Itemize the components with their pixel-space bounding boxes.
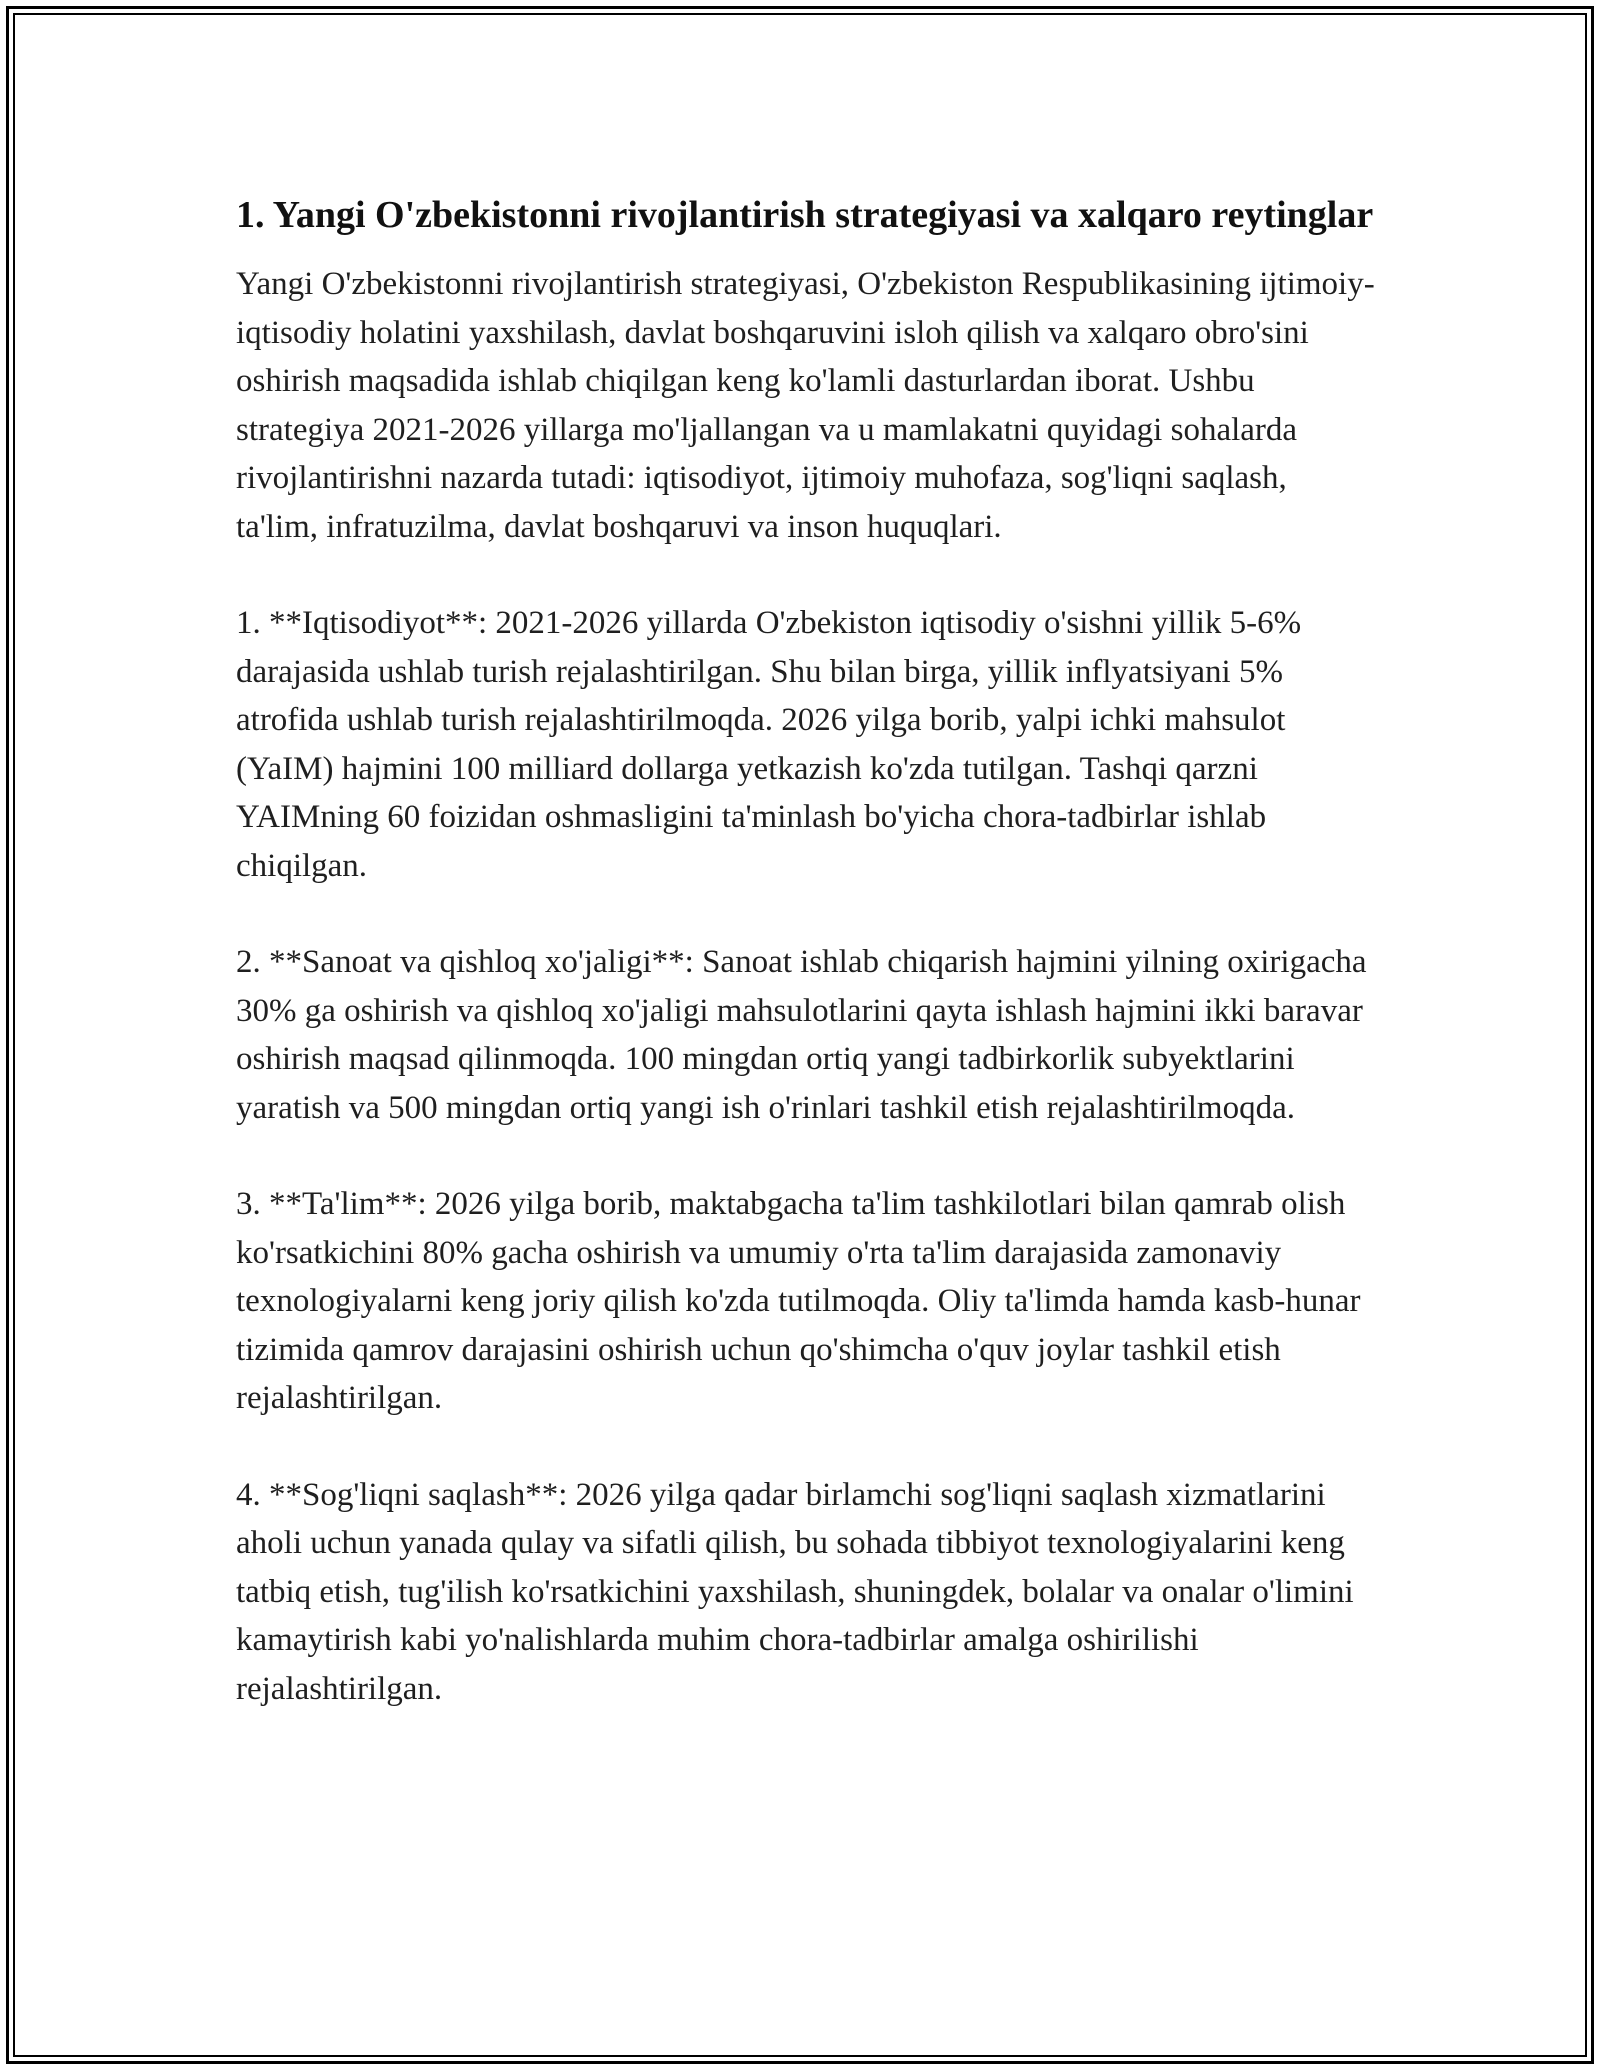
intro-paragraph: Yangi O'zbekistonni rivojlantirish strategiyasi, O'zbekiston Respublikasining ijtimoiy-iqtisodiy holatini yaxshilash, davlat boshqaruvini isloh qilish va xalqaro obro'sini oshirish maqsadida ishlab chiqilgan keng ko'lamli dasturlardan iborat. Ushbu strategiya 2021-2026 yillarga mo'ljallangan va u mamlakatni quyidagi sohalarda rivojlantirishni nazarda tutadi: iqtisodiyot, ijtimoiy muhofaza, sog'liqni saqlash, ta'lim, infratuzilma, davlat boshqaruvi va inson huquqlari.: [236, 266, 1375, 545]
document-body: [236, 188, 1376, 1761]
section-heading: 1. Yangi O'zbekistonni rivojlantirish strategiyasi va xalqaro reytinglar: [236, 194, 1374, 236]
economy-paragraph: 1. **Iqtisodiyot**: 2021-2026 yillarda O'zbekiston iqtisodiy o'sishni yillik 5-6% darajasida ushlab turish rejalashtirilgan. Shu bilan birga, yillik inflyatsiyani 5% atrofida ushlab turish rejalashtirilmoqda. 2026 yilga borib, yalpi ichki mahsulot (YaIM) hajmini 100 milliard dollarga yetkazish ko'zda tutilgan. Tashqi qarzni YAIMning 60 foizidan oshmasligini ta'minlash bo'yicha chora-tadbirlar ishlab chiqilgan.: [236, 605, 1302, 884]
education-paragraph: 3. **Ta'lim**: 2026 yilga borib, maktabgacha ta'lim tashkilotlari bilan qamrab olish ko'rsatkichini 80% gacha oshirish va umumiy o'rta ta'lim darajasida zamonaviy texnologiyalarni keng joriy qilish ko'zda tutilmoqda. Oliy ta'limda hamda kasb-hunar tizimida qamrov darajasini oshirish uchun qo'shimcha o'quv joylar tashkil etish rejalashtirilgan.: [236, 1186, 1361, 1416]
industry-agriculture-paragraph: 2. **Sanoat va qishloq xo'jaligi**: Sanoat ishlab chiqarish hajmini yilning oxirigacha 30% ga oshirish va qishloq xo'jaligi mahsulotlarini qayta ishlash hajmini ikki baravar oshirish maqsad qilinmoqda. 100 mingdan ortiq yangi tadbirkorlik subyektlarini yaratish va 500 mingdan ortiq yangi ish o'rinlari tashkil etish rejalashtirilmoqda.: [236, 944, 1367, 1126]
healthcare-paragraph: 4. **Sog'liqni saqlash**: 2026 yilga qadar birlamchi sog'liqni saqlash xizmatlarini aholi uchun yanada qulay va sifatli qilish, bu sohada tibbiyot texnologiyalarini keng tatbiq etish, tug'ilish ko'rsatkichini yaxshilash, shuningdek, bolalar va onalar o'limini kamaytirish kabi yo'nalishlarda muhim chora-tadbirlar amalga oshirilishi rejalashtirilgan.: [236, 1476, 1354, 1707]
